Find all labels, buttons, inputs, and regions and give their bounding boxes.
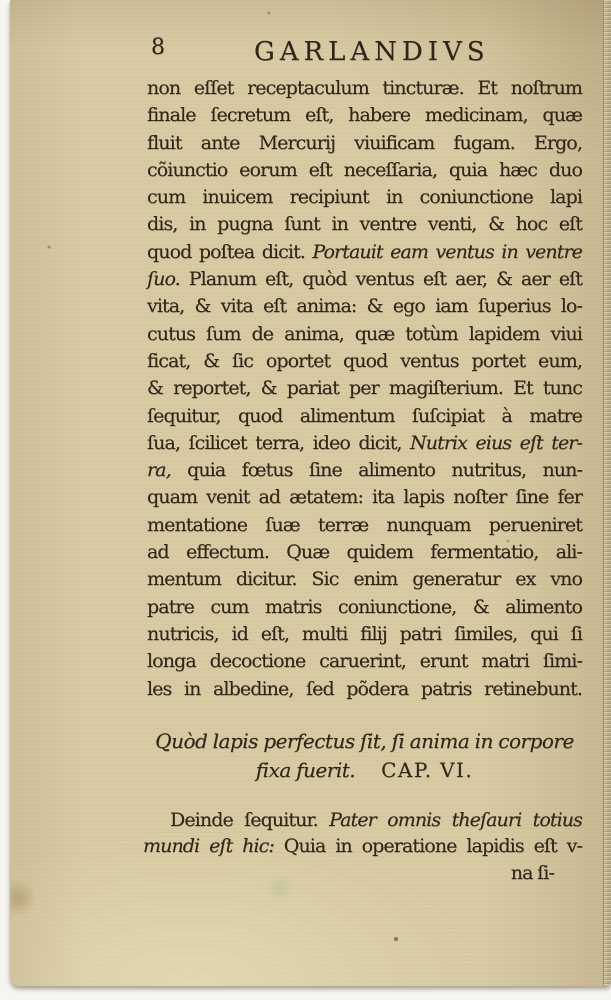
text-segment: longa decoctione caruerint, erunt matri ſimi-	[147, 650, 582, 673]
catchword	[147, 860, 582, 887]
text-segment: ad effectum. Quæ quidem fermentatio, ali-	[147, 541, 582, 564]
text-line	[147, 293, 582, 320]
running-title: GARLANDIVS	[254, 37, 490, 67]
text-segment: & reportet, & pariat per magiſterium. Et tunc	[147, 377, 582, 400]
text-line	[147, 807, 582, 834]
text-line	[147, 348, 582, 375]
text-line	[147, 484, 582, 511]
text-line	[147, 211, 582, 238]
text-line	[147, 266, 582, 293]
text-line	[147, 621, 582, 648]
page-edge	[603, 0, 611, 986]
text-block	[143, 75, 582, 886]
text-segment: ficat, & ſic oportet quod ventus portet eum,	[147, 349, 582, 372]
text-segment: non eſſet receptaculum tincturæ. Et noſtrum	[147, 77, 582, 99]
text-segment: cõiunctio eorum eſt neceſſaria, quia hæc duo	[147, 158, 582, 181]
italic-text-segment: ra,	[147, 459, 171, 482]
text-segment: CAP. VI.	[381, 757, 474, 782]
text-segment: fluit ante Mercurij viuificam fugam. Ergo,	[147, 131, 582, 154]
text-line	[147, 102, 582, 129]
text-line	[147, 130, 582, 157]
text-line	[147, 157, 582, 184]
text-segment: quia fœtus ſine alimento nutritus, nun-	[170, 459, 582, 482]
chapter-heading-line	[147, 757, 582, 786]
text-line	[147, 403, 582, 430]
text-segment: ſua, ſcilicet terra, ideo dicit,	[147, 431, 411, 454]
paper-page	[10, 0, 611, 986]
text-line	[147, 648, 582, 675]
text-line	[147, 239, 582, 266]
text-line	[147, 375, 582, 402]
text-segment: mentum dicitur. Sic enim generatur ex vno	[147, 568, 582, 591]
text-line	[147, 594, 582, 621]
text-line	[147, 75, 582, 102]
italic-text-segment: Quòd lapis perfectus ſit, ſi anima in corpore	[155, 728, 574, 753]
italic-text-segment: Pater omnis theſauri totius	[329, 808, 582, 831]
text-line	[147, 184, 582, 211]
text-line	[147, 430, 582, 457]
page-number: 8	[151, 35, 165, 60]
text-segment: cutus ſum de anima, quæ totùm lapidem viui	[147, 322, 582, 345]
text-segment: les in albedine, ſed põdera patris retinebunt.	[147, 677, 582, 700]
line-spacer	[147, 786, 582, 807]
italic-text-segment: Portauit eam ventus in ventre	[312, 240, 582, 263]
text-line	[147, 676, 582, 703]
text-segment: Planum eſt, quòd ventus eſt aer, & aer eſt	[179, 268, 582, 291]
text-segment: ſequitur, quod alimentum ſuſcipiat à matre	[147, 404, 582, 427]
text-line	[147, 512, 582, 539]
italic-text-segment: Nutrix eius eſt ter-	[410, 431, 582, 454]
text-segment: Quia in operatione lapidis eſt v-	[273, 835, 582, 858]
text-line	[143, 833, 582, 860]
text-segment: patre cum matris coniunctione, & alimento	[147, 595, 582, 618]
italic-text-segment: ſuo.	[147, 268, 180, 291]
text-line	[147, 539, 582, 566]
text-segment: finale ſecretum eſt, habere medicinam, quæ	[147, 104, 582, 127]
ink-speck	[10, 0, 12, 2]
text-segment: vita, & vita eſt anima: & ego iam ſuperius lo-	[147, 295, 582, 318]
line-spacer	[147, 703, 582, 728]
text-line	[147, 457, 582, 484]
text-segment: mentatione ſuæ terræ nunquam perueniret	[147, 513, 582, 536]
chapter-heading-line	[147, 728, 582, 757]
italic-text-segment: fixa fuerit.	[255, 757, 356, 782]
text-segment: cum inuicem recipiunt in coniunctione lapi	[147, 186, 582, 209]
text-segment: nutricis, id eſt, multi filij patri ſimiles, qui ſi	[147, 622, 582, 645]
italic-text-segment: mundi eſt hic:	[143, 835, 274, 858]
text-segment: Deinde ſequitur.	[170, 808, 330, 831]
text-segment: quam venit ad ætatem: ita lapis noſter ſine fer	[147, 486, 582, 509]
text-segment: quod poſtea dicit.	[147, 240, 313, 263]
text-line	[147, 321, 582, 348]
text-segment: na ſi-	[510, 861, 554, 884]
text-line	[147, 566, 582, 593]
text-segment: dis, in pugna ſunt in ventre venti, & hoc eſt	[147, 213, 582, 236]
